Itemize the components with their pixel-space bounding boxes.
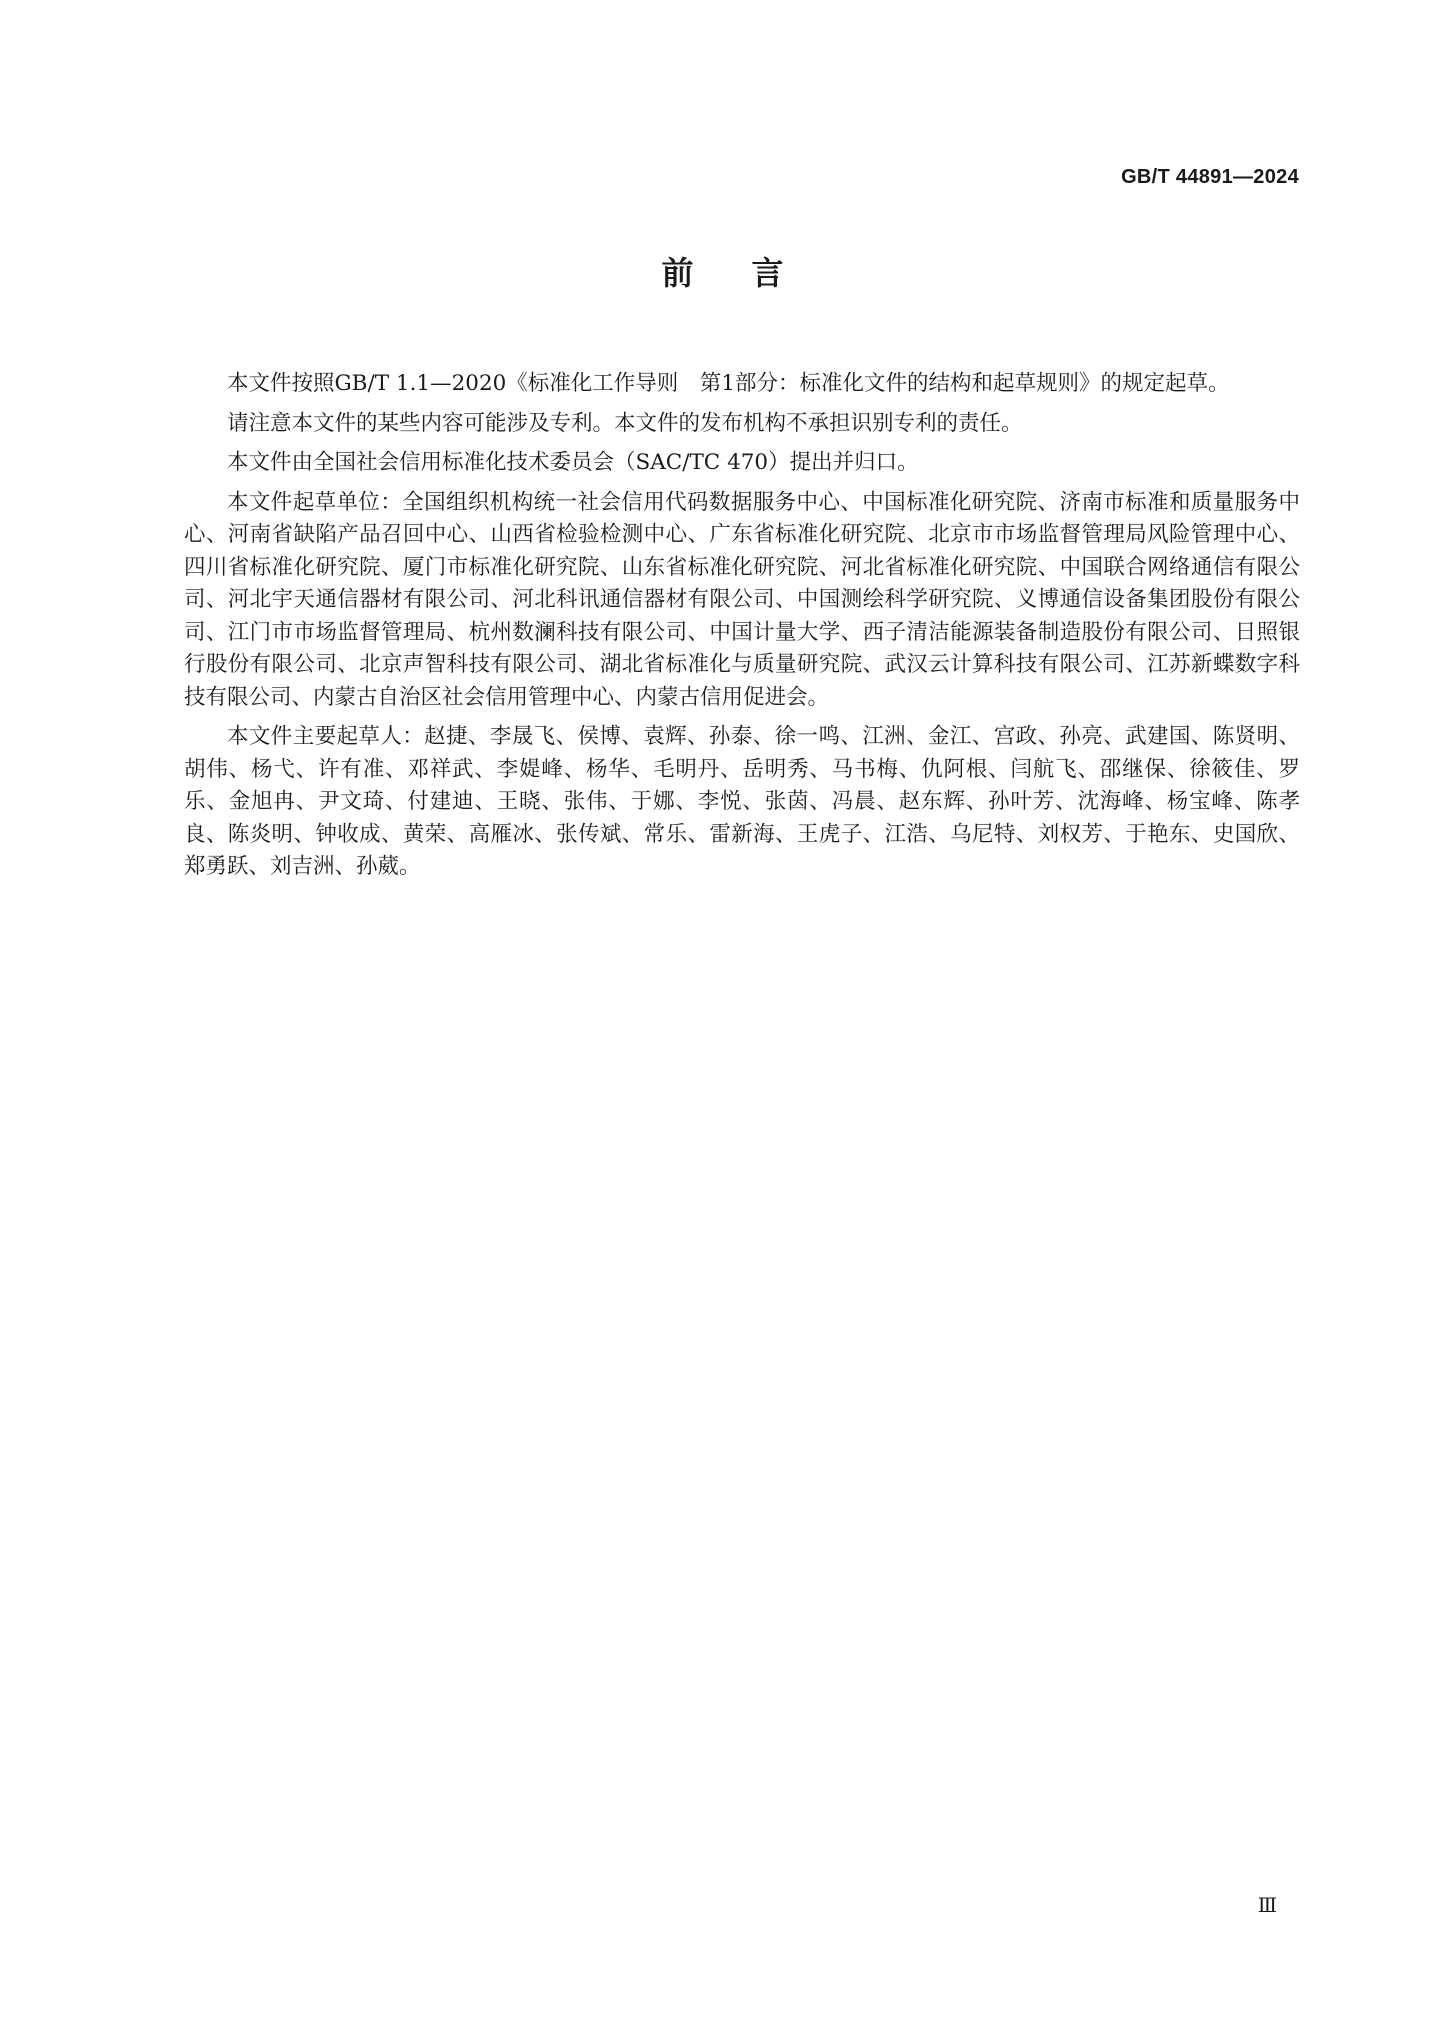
paragraph-proposer: 本文件由全国社会信用标准化技术委员会（SAC/TC 470）提出并归口。 (227, 450, 919, 475)
page-number: Ⅲ (1257, 1895, 1277, 1917)
paragraph-drafters: 本文件主要起草人：赵捷、李晟飞、侯博、袁辉、孙泰、徐一鸣、江洲、金江、宫政、孙亮、武建国、陈贤明、胡伟、杨弋、许有准、邓祥武、李媞峰、杨华、毛明丹、岳明秀、马书梅、仇阿根、闫航飞、邵继保、徐筱佳、罗乐、金旭冉、尹文琦、付建迪、王晓、张伟、于娜、李悦、张茵、冯晨、赵东辉、孙叶芳、沈海峰、杨宝峰、陈孝良、陈炎明、钟收成、黄荣、高雁冰、张传斌、常乐、雷新海、王虎子、江浩、乌尼特、刘权芳、于艳东、史国欣、郑勇跃、刘吉洲、孙葳。 (184, 724, 1300, 879)
paragraph-drafting-rules: 本文件按照GB/T 1.1—2020《标准化工作导则 第1部分：标准化文件的结构和起草规则》的规定起草。 (227, 371, 1230, 396)
standard-code: GB/T 44891—2024 (1121, 166, 1299, 188)
preface-body (184, 368, 1300, 891)
paragraph-patent-notice: 请注意本文件的某些内容可能涉及专利。本文件的发布机构不承担识别专利的责任。 (227, 410, 1023, 436)
page-title: 前言 (661, 254, 842, 292)
paragraph-drafting-organizations: 本文件起草单位：全国组织机构统一社会信用代码数据服务中心、中国标准化研究院、济南市标准和质量服务中心、河南省缺陷产品召回中心、山西省检验检测中心、广东省标准化研究院、北京市市场监督管理局风险管理中心、四川省标准化研究院、厦门市标准化研究院、山东省标准化研究院、河北省标准化研究院、中国联合网络通信有限公司、河北宇天通信器材有限公司、河北科讯通信器材有限公司、中国测绘科学研究院、义博通信设备集团股份有限公司、江门市市场监督管理局、杭州数澜科技有限公司、中国计量大学、西子清洁能源装备制造股份有限公司、日照银行股份有限公司、北京声智科技有限公司、湖北省标准化与质量研究院、武汉云计算科技有限公司、江苏新蝶数字科技有限公司、内蒙古自治区社会信用管理中心、内蒙古信用促进会。 (184, 489, 1300, 710)
